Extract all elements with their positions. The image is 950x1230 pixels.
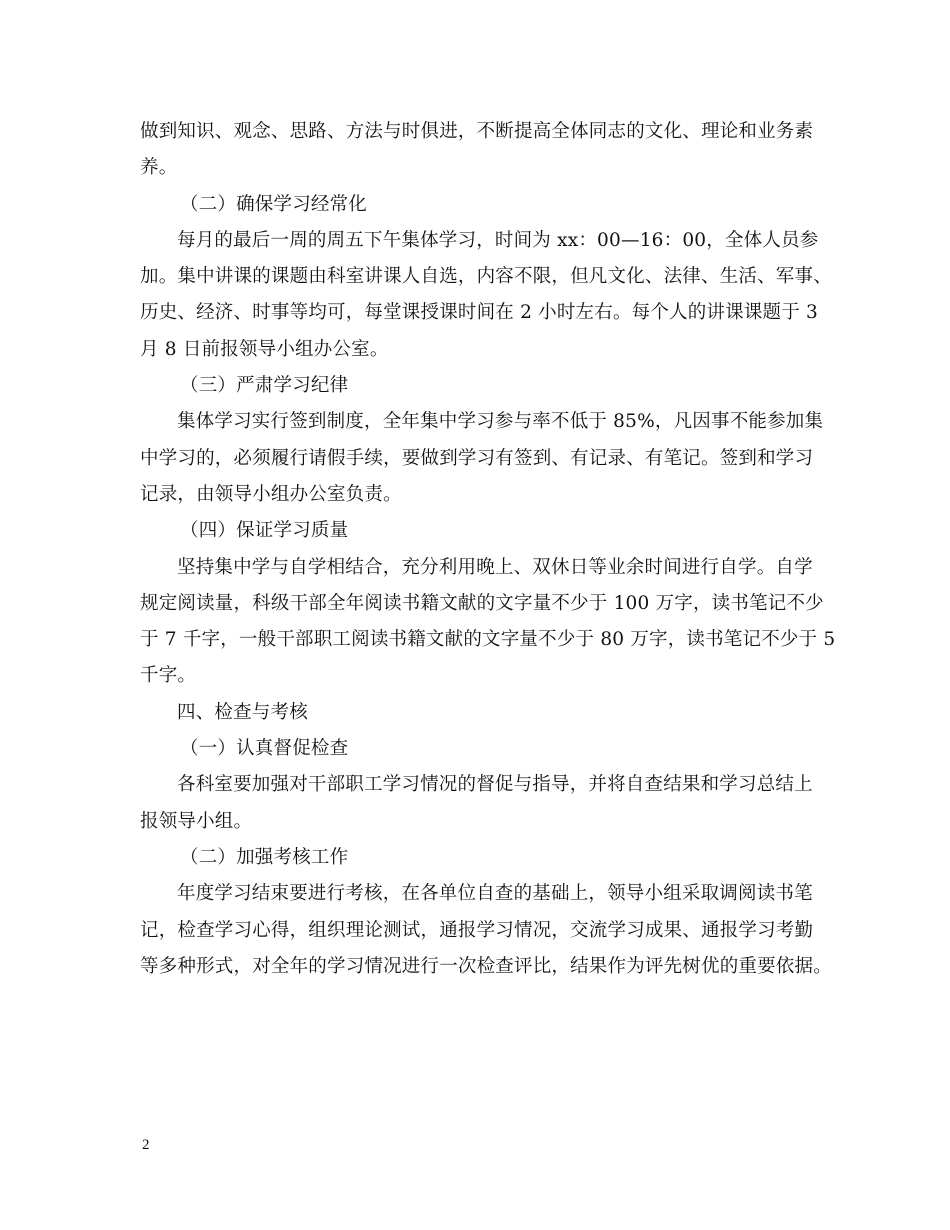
body-text-line: 历史、经济、时事等均可，每堂课授课时间在 2 小时左右。每个人的讲课课题于 3 xyxy=(140,302,818,324)
section-subheading: （一）认真督促检查 xyxy=(180,738,349,760)
body-text-line: 于 7 千字，一般干部职工阅读书籍文献的文字量不少于 80 万字，读书笔记不少于 5 xyxy=(140,629,836,651)
section-subheading: （四）保证学习质量 xyxy=(180,520,349,542)
body-text-line: 加。集中讲课的课题由科室讲课人自选，内容不限，但凡文化、法律、生活、军事、 xyxy=(140,266,832,288)
body-text-line: 千字。 xyxy=(140,665,197,687)
paragraph-first-line: 每月的最后一周的周五下午集体学习，时间为 xx：00—16：00，全体人员参 xyxy=(177,229,819,251)
body-text-line: 规定阅读量，科级干部全年阅读书籍文献的文字量不少于 100 万字，读书笔记不少 xyxy=(140,592,824,614)
section-subheading: （二）加强考核工作 xyxy=(180,846,349,868)
body-text-line: 等多种形式，对全年的学习情况进行一次检查评比，结果作为评先树优的重要依据。 xyxy=(140,955,832,977)
document-body xyxy=(140,114,836,985)
body-text-line: 记，检查学习心得，组织理论测试，通报学习情况，交流学习成果、通报学习考勤 xyxy=(140,919,814,941)
paragraph-first-line: 坚持集中学与自学相结合，充分利用晚上、双休日等业余时间进行自学。自学 xyxy=(177,556,813,578)
paragraph-first-line: 集体学习实行签到制度，全年集中学习参与率不低于 85%，凡因事不能参加集 xyxy=(177,411,824,433)
page-number: 2 xyxy=(142,1137,150,1153)
body-text-line: 报领导小组。 xyxy=(140,810,253,832)
body-text-line: 月 8 日前报领导小组办公室。 xyxy=(140,338,389,360)
body-text-line: 记录，由领导小组办公室负责。 xyxy=(140,483,402,505)
section-heading: 四、检查与考核 xyxy=(177,701,308,723)
paragraph-first-line: 各科室要加强对干部职工学习情况的督促与指导，并将自查结果和学习总结上 xyxy=(177,774,813,796)
section-subheading: （三）严肃学习纪律 xyxy=(180,375,349,397)
section-subheading: （二）确保学习经常化 xyxy=(180,193,368,215)
body-text-line: 中学习的，必须履行请假手续，要做到学习有签到、有记录、有笔记。签到和学习 xyxy=(140,447,814,469)
body-text-line: 做到知识、观念、思路、方法与时俱进，不断提高全体同志的文化、理论和业务素 xyxy=(140,121,814,142)
paragraph-first-line: 年度学习结束要进行考核，在各单位自查的基础上，领导小组采取调阅读书笔 xyxy=(177,883,813,905)
body-text-line: 养。 xyxy=(140,157,178,179)
